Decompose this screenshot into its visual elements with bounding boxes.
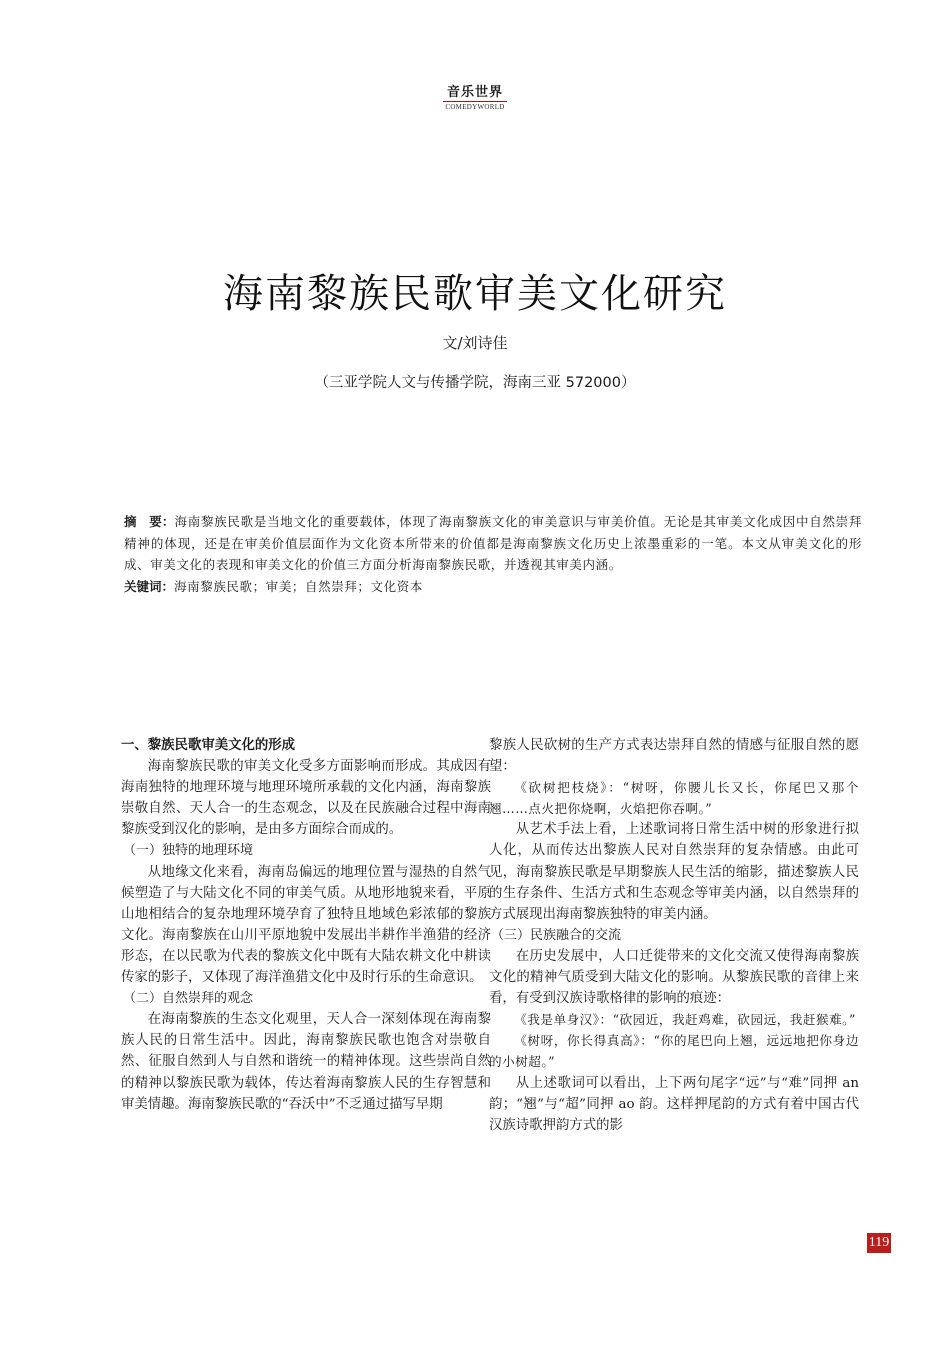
author-affiliation: （三亚学院人文与传播学院，海南三亚 572000） (314, 375, 636, 391)
body-column-right (489, 735, 859, 1136)
keywords-line (90, 576, 862, 598)
body-column-left (121, 735, 491, 1115)
keywords-text: 海南黎族民歌；审美；自然崇拜；文化资本 (174, 578, 423, 594)
subsection-heading: （一）独特的地理环境 (123, 843, 254, 859)
page-number: 119 (867, 1233, 891, 1253)
body-paragraph: 从地缘文化来看，海南岛偏远的地理位置与湿热的自然气候塑造了与大陆文化不同的审美气质。从地形地貌来看，平原山地相结合的复杂地理环境孕育了独特且地域色彩浓郁的黎族文化。海南黎族在山川平原地貌中发展出半耕作半渔猎的经济形态，在以民歌为代表的黎族文化中既有大陆农耕文化中耕读传家的影子，又体现了海洋渔猎文化中及时行乐的生命意识。 (121, 864, 491, 986)
section-heading: 一、黎族民歌审美文化的形成 (121, 738, 296, 753)
body-paragraph: 在历史发展中，人口迁徙带来的文化交流又使得海南黎族文化的精神气质受到大陆文化的影响。从黎族民歌的音律上来看，有受到汉族诗歌格律的影响的痕迹： (489, 948, 859, 1007)
body-paragraph: 从艺术手法上看，上述歌词将日常生活中树的形象进行拟人化，从而传达出黎族人民对自然崇拜的复杂情感。由此可见，海南黎族民歌是早期黎族人民生活的缩影，描述黎族人民的生存条件、生活方式和生态观念等审美内涵，以自然崇拜的方式展现出海南黎族独特的审美内涵。 (489, 822, 859, 922)
abstract-label: 摘 要： (124, 514, 175, 529)
lyric-quote: 《树呀，你长得真高》：“你的尾巴向上翘，远远地把你身边的小树超。” (489, 1033, 859, 1070)
body-paragraph: 黎族人民砍树的生产方式表达崇拜自然的情感与征服自然的愿望： (489, 738, 859, 775)
body-paragraph: 在海南黎族的生态文化观里，天人合一深刻体现在海南黎族人民的日常生活中。因此，海南黎族民歌也饱含对崇敬自然、征服自然到人与自然和谐统一的精神体现。这些崇尚自然的精神以黎族民歌为载体，传达着海南黎族人民的生存智慧和审美情趣。海南黎族民歌的“吞沃中”不乏通过描写早期 (121, 1012, 491, 1112)
abstract-paragraph (90, 511, 862, 576)
lyric-quote: 《我是单身汉》：“砍园近，我赶鸡难，砍园远，我赶猴难。” (514, 1012, 856, 1028)
lyric-quote: 《砍树把枝烧》：“树呀，你腰儿长又长，你尾巴又那个翘……点火把你烧啊，火焰把你吞啊。” (489, 780, 859, 817)
keywords-label: 关键词： (124, 578, 175, 594)
subsection-heading: （三）民族融合的交流 (491, 927, 622, 943)
body-paragraph: 从上述歌词可以看出，上下两句尾字“远”与“难”同押 an 韵；“翘”与“超”同押 ao 韵。这样押尾韵的方式有着中国古代汉族诗歌押韵方式的影 (489, 1075, 859, 1133)
journal-name-en: COMEDYWORLD (445, 103, 505, 111)
abstract-text: 海南黎族民歌是当地文化的重要载体，体现了海南黎族文化的审美意识与审美价值。无论是其审美文化成因中自然崇拜精神的体现，还是在审美价值层面作为文化资本所带来的价值都是海南黎族文化历史上浓墨重彩的一笔。本文从审美文化的形成、审美文化的表现和审美文化的价值三方面分析海南黎族民歌，并透视其审美内涵。 (124, 514, 862, 572)
header-rule (443, 101, 507, 102)
body-paragraph: 海南黎族民歌的审美文化受多方面影响而形成。其成因有海南独特的地理环境与地理环境所承载的文化内涵，海南黎族崇敬自然、天人合一的生态观念，以及在民族融合过程中海南黎族受到汉化的影响，是由多方面综合而成的。 (121, 759, 491, 838)
article-author: 文/刘诗佳 (442, 334, 508, 352)
abstract-block (90, 511, 862, 597)
subsection-heading: （二）自然崇拜的观念 (123, 991, 254, 1007)
journal-name-cn: 音乐世界 (446, 85, 503, 100)
journal-header (0, 86, 950, 111)
article-title: 海南黎族民歌审美文化研究 (223, 271, 727, 317)
